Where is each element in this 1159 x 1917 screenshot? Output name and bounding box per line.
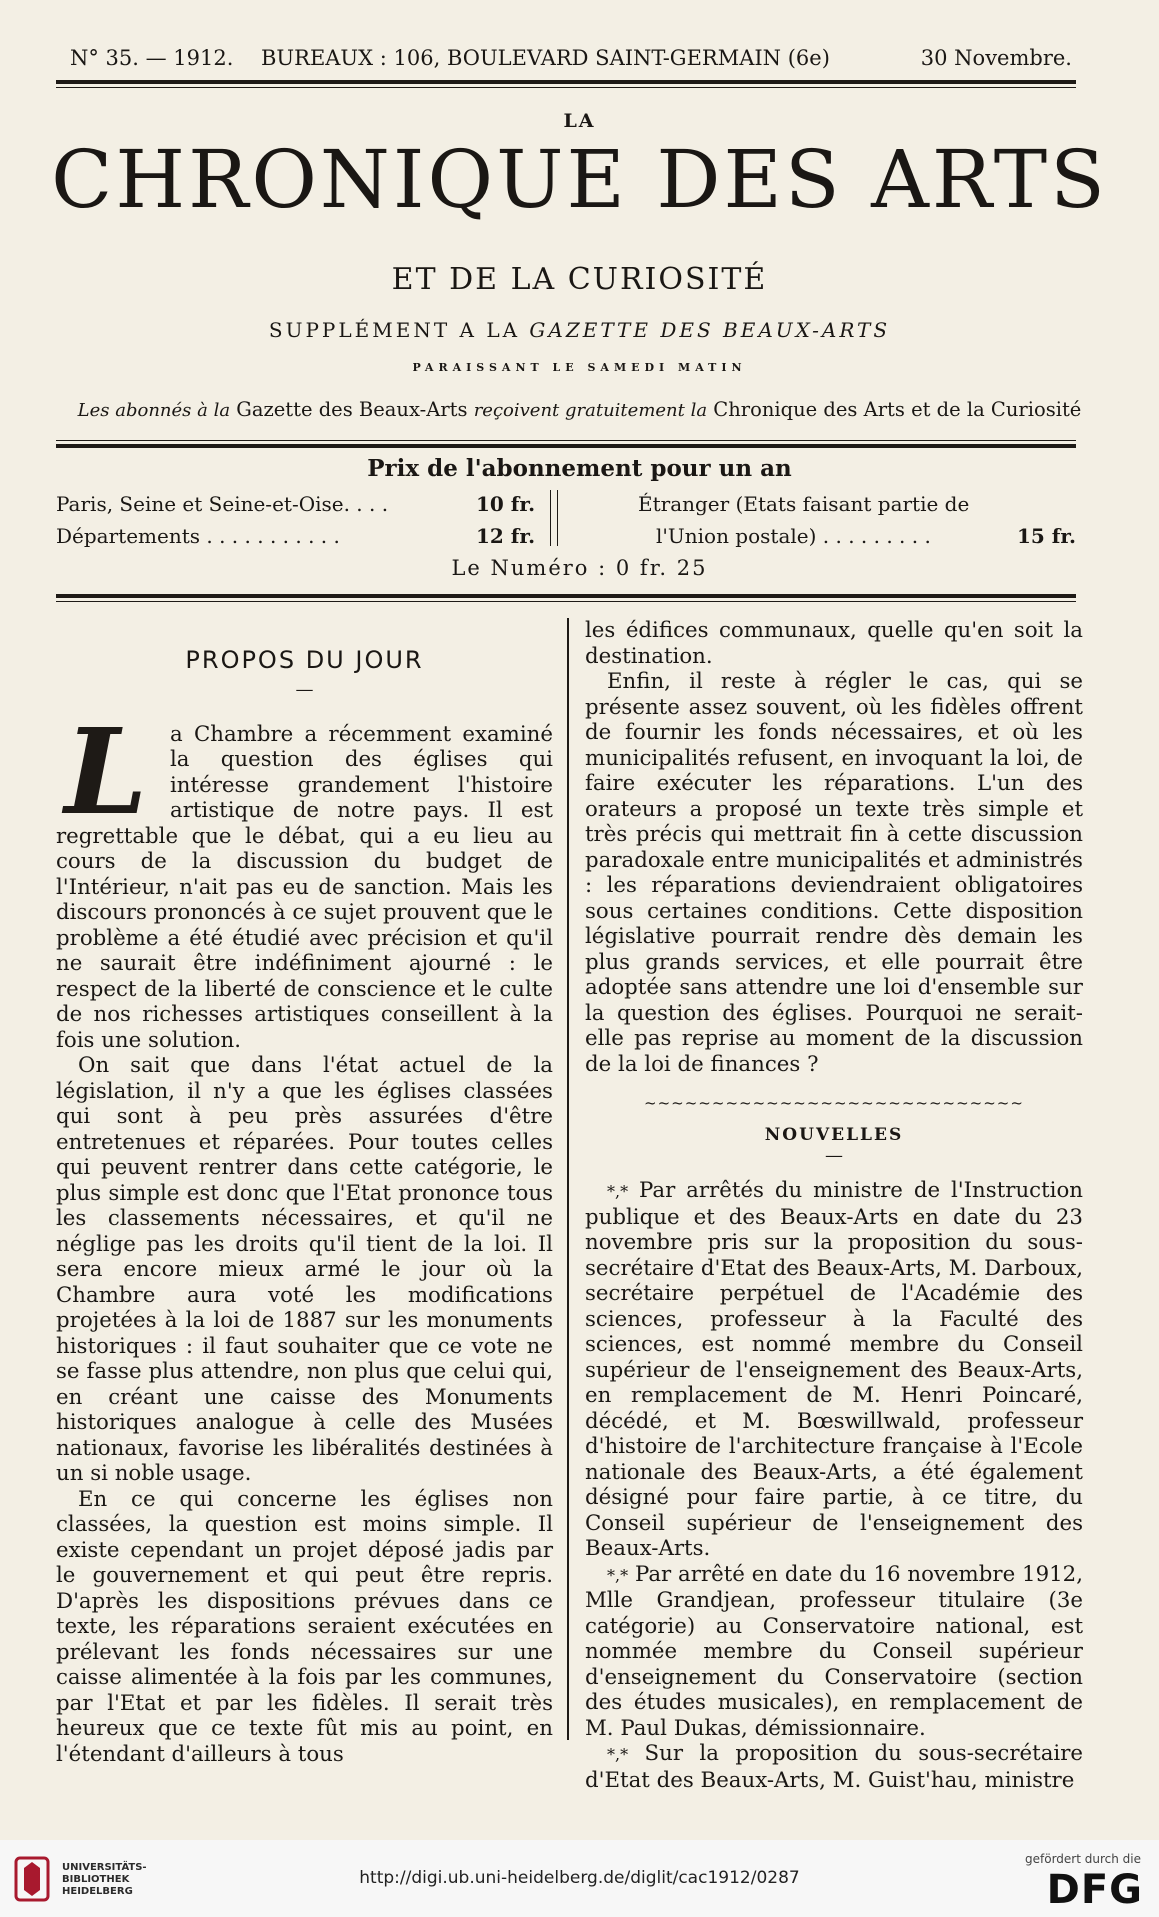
price-value-departements: 12 fr. [476, 524, 536, 548]
subscription-title: Prix de l'abonnement pour un an [367, 455, 792, 482]
price-value-paris: 10 fr. [476, 492, 536, 516]
price-row [56, 524, 1076, 552]
article-paragraph: les édifices communaux, quelle qu'en soit la destination. [585, 618, 1083, 669]
header-rule-thin [56, 87, 1076, 88]
issue-number: N° 35. — 1912. [70, 46, 234, 70]
news-text: Par arrêté en date du 16 novembre 1912, Mlle Grandjean, professeur titulaire (3e catégorie) au Conservatoire national, est nommée membre du Conseil supérieur d'enseignement du Conservatoire (section des études musicales), en remplacement de M. Paul Dukas, démissionnaire. [585, 1561, 1083, 1741]
journal-title: CHRONIQUE DES ARTS [51, 133, 1108, 226]
news-item [585, 1178, 1083, 1562]
price-label-departements: Départements . . . . . . . . . . . [56, 524, 340, 548]
paragraph-text: a Chambre a récemment examiné la question des églises qui intéresse grandement l'histoire artistique de notre pays. Il est regrettable que le débat, qui a eu lieu au cours de la discussion du budget de l'Intérieur, n'ait pas eu de sanction. Mais les discours prononcés à ce sujet prouvent que le problème a été étudié avec précision et qu'il ne saurait être indéfiniment ajourné : le respect de la liberté de conscience et le culte de nos richesses artistiques conseillent à la fois une solution. [56, 721, 553, 1053]
notice-part-1: Les abonnés à la [77, 400, 231, 421]
price-row [56, 492, 1076, 520]
asterism-icon: *,* [607, 1745, 629, 1764]
notice-part-2: Gazette des Beaux-Arts [230, 398, 474, 421]
news-heading: NOUVELLES [764, 1124, 904, 1145]
office-address: BUREAUX : 106, BOULEVARD SAINT-GERMAIN (6e) [261, 46, 830, 70]
article-paragraph [56, 701, 553, 1054]
asterism-icon: *,* [607, 1565, 629, 1585]
price-label-union: l'Union postale) . . . . . . . . . [656, 524, 931, 548]
journal-subtitle: ET DE LA CURIOSITÉ [391, 262, 768, 297]
publication-schedule: PARAISSANT LE SAMEDI MATIN [412, 361, 747, 374]
column-divider [567, 618, 569, 1740]
uni-line-1: UNIVERSITÄTS- [62, 1862, 147, 1873]
left-column [56, 618, 553, 1767]
news-dash: — [825, 1145, 843, 1166]
asterism-icon: *,* [607, 1182, 629, 1201]
notice-part-3: reçoivent gratuitement la [473, 400, 708, 421]
price-value-foreign: 15 fr. [1016, 524, 1076, 548]
notice-part-4: Chronique des Arts et de la Curiosité [707, 398, 1082, 421]
issue-header [56, 46, 1076, 80]
article-paragraph: En ce qui concerne les églises non classées, la question est moins simple. Il existe cependant un projet déposé jadis par le gouvernement et qui peut être repris. D'après les dispositions prévues dans ce texte, les réparations seraient exécutées en prélevant les fonds nécessaires sur une caisse alimentée à la fois par les communes, par l'Etat et par les fidèles. Il serait très heureux que ce texte fût mis au point, en l'étendant d'ailleurs à tous [56, 1486, 553, 1767]
title-dash: — [295, 678, 314, 700]
price-separator [550, 490, 558, 546]
digitization-footer [0, 1840, 1159, 1917]
news-item [585, 1741, 1083, 1793]
title-article: LA [563, 110, 596, 132]
news-text: Par arrêtés du ministre de l'Instruction publique et des Beaux-Arts en date du 23 novembre pris sur la proposition du sous-secrétaire d'Etat des Beaux-Arts, M. Darboux, secrétaire perpétuel de l'Académie des sciences, professeur à la Faculté des sciences, est nommé membre du Conseil supérieur de l'enseignement des Beaux-Arts, en remplacement de M. Henri Poincaré, décédé, et M. Bœswillwald, professeur d'histoire de l'architecture française à l'Ecole nationale des Beaux-Arts, a été également désigné pour faire partie, à ce titre, du Conseil supérieur de l'enseignement des Beaux-Arts. [585, 1178, 1083, 1561]
uni-line-3: HEIDELBERG [62, 1886, 133, 1897]
uni-line-2: BIBLIOTHEK [62, 1874, 130, 1885]
news-item [585, 1562, 1083, 1742]
section-ornament: ~~~~~~~~~~~~~~~~~~~~~~~~~~~~ [644, 1094, 1024, 1112]
subscription-rule-top-thick [56, 444, 1076, 448]
funding-note: gefördert durch die [1025, 1852, 1141, 1866]
supplement-journal: GAZETTE DES BEAUX-ARTS [529, 318, 891, 342]
news-text: Sur la proposition du sous-secrétaire d'Etat des Beaux-Arts, M. Guist'hau, ministre [585, 1741, 1083, 1793]
single-issue-price: Le Numéro : 0 fr. 25 [451, 556, 708, 580]
subscription-rule-bottom [56, 594, 1076, 598]
article-paragraph: On sait que dans l'état actuel de la législation, il n'y a que les églises classées qui sont à peu près assurées d'être entretenues et réparées. Pour toutes celles qui peuvent rentrer dans cette catégorie, le plus simple est donc que l'Etat prononce tous les classements nécessaires, et qu'il ne néglige pas les droits qu'il tient de la loi. Il sera encore mieux armé le jour où la Chambre aura voté les modifications projetées à la loi de 1887 sur les monuments historiques : il faut souhaiter que ce vote ne se fasse plus attendre, non plus que celui qui, en créant une caisse des Monuments historiques analogue à celle des Musées nationaux, favorise les libéralités destinées à un si noble usage. [56, 1053, 553, 1486]
subscriber-notice [0, 398, 1159, 421]
article-paragraph: Enfin, il reste à régler le cas, qui se présente assez souvent, où les fidèles offrent de fournir les fonds nécessaires, et où les municipalités refusent, en invoquant la loi, de faire exécuter les réparations. L'un des orateurs a proposé un texte très simple et très précis qui mettrait fin à cette discussion paradoxale entre municipalités et administrés : les réparations deviendraient obligatoires sous certaines conditions. Cette disposition législative pourrait rendre dès demain les plus grands services, et elle pourrait être adoptée sans attendre une loi d'ensemble sur la question des églises. Pourquoi ne serait-elle pas reprise au moment de la discussion de la loi de finances ? [585, 669, 1083, 1077]
header-rule [56, 80, 1076, 84]
supplement-line [0, 318, 1159, 342]
price-label-foreign: Étranger (Etats faisant partie de [638, 492, 970, 516]
drop-cap-letter: L [64, 701, 148, 841]
supplement-prefix: SUPPLÉMENT A LA [268, 318, 530, 342]
subscription-rule-bottom-thin [56, 601, 1076, 602]
right-column [585, 618, 1083, 1793]
article-title: PROPOS DU JOUR [185, 646, 424, 674]
issue-date: 30 Novembre. [920, 46, 1072, 70]
permalink-url[interactable]: http://digi.ub.uni-heidelberg.de/diglit/cac1912/0287 [359, 1868, 800, 1888]
dfg-logo: DFG [1046, 1867, 1143, 1913]
subscription-rule-top [56, 440, 1076, 441]
price-label-paris: Paris, Seine et Seine-et-Oise. . . . [56, 492, 389, 516]
